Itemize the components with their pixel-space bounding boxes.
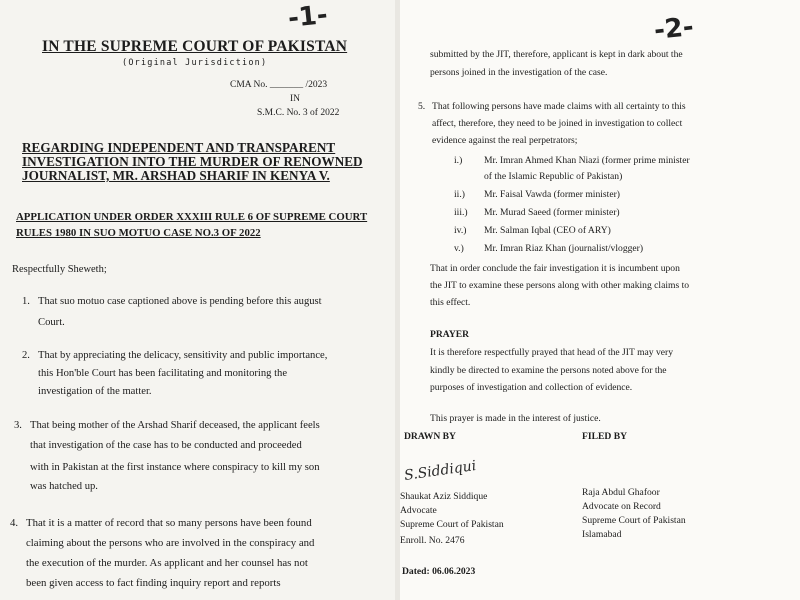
signatory-line: Advocate — [400, 505, 437, 516]
paragraph-line: That in order conclude the fair investigation it is incumbent upon — [430, 263, 680, 274]
paragraph-line: persons joined in the investigation of the case. — [430, 67, 608, 78]
paragraph-line: with in Pakistan at the first instance where conspiracy to kill my son — [30, 462, 320, 473]
paragraph-number: 2. — [22, 350, 30, 361]
paragraph-line: was hatched up. — [30, 481, 98, 492]
list-item: Mr. Murad Saeed (former minister) — [484, 207, 620, 218]
handwritten-signature: S.Siddiqui — [403, 458, 478, 484]
paragraph-line: That suo motuo case captioned above is pending before this august — [38, 296, 322, 307]
signatory-line: Supreme Court of Pakistan — [582, 515, 686, 526]
paragraph-line: this Hon'ble Court has been facilitating and monitoring the — [38, 368, 288, 379]
filed-by-label: FILED BY — [582, 431, 628, 442]
list-number: iii.) — [454, 207, 468, 218]
paragraph-line: claiming about the persons who are involved in the conspiracy and — [26, 537, 315, 549]
paragraph-line: submitted by the JIT, therefore, applicant is kept in dark about the — [430, 49, 683, 60]
paragraph-line: That being mother of the Arshad Sharif deceased, the applicant feels — [30, 420, 320, 431]
paragraph-line: That it is a matter of record that so many persons have been found — [26, 517, 312, 529]
list-number: ii.) — [454, 189, 465, 200]
list-number: iv.) — [454, 225, 467, 236]
list-item: Mr. Salman Iqbal (CEO of ARY) — [484, 225, 611, 236]
list-number: v.) — [454, 243, 464, 254]
regarding-line: INVESTIGATION INTO THE MURDER OF RENOWNED — [22, 154, 363, 169]
drawn-by-label: DRAWN BY — [404, 431, 456, 442]
paragraph-number: 5. — [418, 101, 426, 112]
paragraph-line: That following persons have made claims with all certainty to this — [432, 101, 686, 112]
application-title-line: APPLICATION UNDER ORDER XXXIII RULE 6 OF SUPREME COURT — [16, 211, 368, 223]
paragraph-line: purposes of investigation and collection of evidence. — [430, 382, 633, 393]
page-two — [400, 0, 800, 600]
paragraph-line: been given access to fact finding inquiry report and reports — [26, 577, 281, 589]
regarding-line: JOURNALIST, MR. ARSHAD SHARIF IN KENYA V. — [22, 168, 330, 183]
justice-line: This prayer is made in the interest of justice. — [430, 413, 601, 424]
list-item: Mr. Imran Ahmed Khan Niazi (former prime minister — [484, 155, 690, 166]
prayer-heading: PRAYER — [430, 329, 470, 340]
paragraph-line: the execution of the murder. As applicant and her counsel has not — [26, 557, 308, 569]
signatory-line: Islamabad — [582, 529, 622, 540]
paragraph-number: 1. — [22, 296, 30, 307]
smc-number: S.M.C. No. 3 of 2022 — [257, 108, 340, 118]
paragraph-line: that investigation of the case has to be conducted and proceeded — [30, 440, 302, 451]
paragraph-line: this effect. — [430, 297, 471, 308]
list-item: of the Islamic Republic of Pakistan) — [484, 171, 623, 182]
list-item: Mr. Faisal Vawda (former minister) — [484, 189, 620, 200]
page-one — [0, 0, 395, 600]
signatory-line: Shaukat Aziz Siddique — [400, 491, 488, 502]
jurisdiction: (Original Jurisdiction) — [122, 58, 268, 68]
paragraph-line: evidence against the real perpetrators; — [432, 135, 578, 146]
signatory-line: Supreme Court of Pakistan — [400, 519, 504, 530]
salutation: Respectfully Sheweth; — [12, 264, 107, 275]
list-item: Mr. Imran Riaz Khan (journalist/vlogger) — [484, 243, 644, 254]
in-label: IN — [290, 94, 301, 104]
signatory-line: Advocate on Record — [582, 501, 661, 512]
paragraph-line: affect, therefore, they need to be joined in investigation to collect — [432, 118, 683, 129]
cma-number: CMA No. _______ /2023 — [230, 80, 328, 90]
signatory-line: Enroll. No. 2476 — [400, 535, 465, 546]
court-title: IN THE SUPREME COURT OF PAKISTAN — [42, 38, 348, 55]
paragraph-line: Court. — [38, 317, 65, 328]
regarding-line: REGARDING INDEPENDENT AND TRANSPARENT — [22, 140, 336, 155]
paragraph-line: That by appreciating the delicacy, sensitivity and public importance, — [38, 350, 328, 361]
application-title-line: RULES 1980 IN SUO MOTUO CASE NO.3 OF 2022 — [16, 227, 261, 239]
paragraph-number: 4. — [10, 517, 19, 529]
signatory-line: Raja Abdul Ghafoor — [582, 487, 660, 498]
paragraph-line: kindly be directed to examine the persons noted above for the — [430, 365, 667, 376]
dated-line: Dated: 06.06.2023 — [402, 566, 476, 577]
paragraph-line: the JIT to examine these persons along with other making claims to — [430, 280, 690, 291]
paragraph-line: It is therefore respectfully prayed that head of the JIT may very — [430, 347, 674, 358]
list-number: i.) — [454, 155, 463, 166]
page-number-mark: -2- — [652, 12, 696, 46]
paragraph-number: 3. — [14, 420, 22, 431]
page-number-mark: -1- — [286, 0, 330, 34]
paragraph-line: investigation of the matter. — [38, 386, 152, 397]
